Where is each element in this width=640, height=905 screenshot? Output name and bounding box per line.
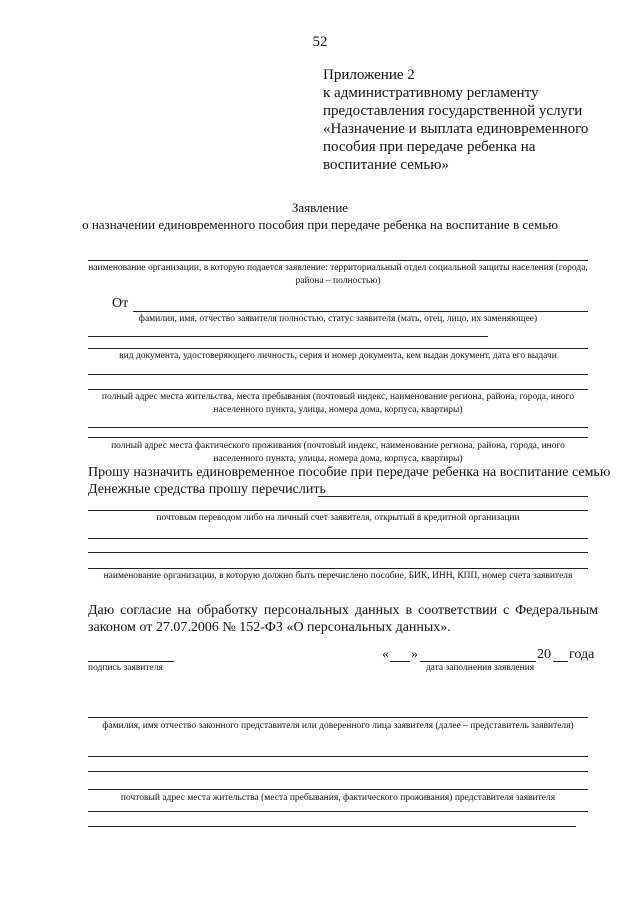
representative-name-caption: фамилия, имя отчество законного представителя или доверенного лица заявителя (далее – представитель заявителя) — [102, 721, 574, 731]
appendix-line: Приложение 2 — [323, 67, 415, 83]
residence-address-field-line[interactable] — [88, 389, 588, 390]
appendix-line: пособия при передаче ребенка на — [323, 139, 536, 155]
transfer-label: Денежные средства прошу перечислить — [88, 482, 326, 497]
date-close-quote: » — [411, 647, 418, 662]
date-year-prefix: 20 — [537, 647, 551, 662]
actual-address-caption: полный адрес места фактического проживания (почтовый индекс, наименование региона, района, города, иного населенного пункта, улицы, номера дома, корпуса, квартиры) — [111, 441, 565, 464]
representative-name-field-line-3[interactable] — [88, 771, 588, 772]
applicant-name-field-line[interactable] — [133, 311, 588, 312]
appendix-line: к административному регламенту — [323, 85, 539, 101]
identity-document-caption: вид документа, удостоверяющего личность, серия и номер документа, кем выдан документ, дата его выдачи — [119, 351, 557, 361]
from-label: От — [112, 296, 129, 311]
applicant-signature-caption: подпись заявителя — [88, 663, 163, 673]
representative-address-field-line-2[interactable] — [88, 811, 588, 812]
appendix-line: «Назначение и выплата единовременного — [323, 121, 589, 137]
request-text: Прошу назначить единовременное пособие при передаче ребенка на воспитание семью — [88, 465, 611, 480]
residence-address-field-line-2[interactable] — [88, 427, 588, 428]
representative-address-field-line[interactable] — [88, 789, 588, 790]
bank-details-field-line-3[interactable] — [88, 568, 588, 569]
appendix-line: воспитание семью» — [323, 157, 449, 173]
residence-address-caption: полный адрес места жительства, места пребывания (почтовый индекс, наименование региона, района, города, иного населенного пункта, улицы, номера дома, корпуса, квартиры) — [101, 392, 575, 415]
document-title: Заявление — [291, 200, 349, 215]
date-open-quote: « — [382, 647, 389, 662]
consent-text: Даю согласие на обработку персональных данных в соответствии с Федеральным законом от 27.07.2006 № 152-ФЗ «О персональных данных». — [88, 603, 598, 635]
document-subtitle: о назначении единовременного пособия при передаче ребенка на воспитание в семью — [82, 217, 558, 232]
representative-address-caption: почтовый адрес места жительства (места пребывания, фактического проживания) представителя заявителя — [120, 793, 556, 803]
organization-field-line[interactable] — [88, 260, 588, 261]
applicant-name-caption: фамилия, имя, отчество заявителя полностью, статус заявителя (мать, отец, лицо, их заменяющее) — [138, 314, 538, 324]
representative-name-field-line[interactable] — [88, 717, 588, 718]
page-number: 52 — [312, 34, 328, 50]
organization-caption: наименование организации, в которую подается заявление: территориальный отдел социальной защиты населения (города, района – полностью) — [88, 263, 588, 286]
bank-details-caption: наименование организации, в которую должно быть перечислено пособие, БИК, ИНН, КПП, номер счета заявителя — [103, 571, 573, 581]
appendix-header — [323, 66, 623, 174]
representative-address-field-line-3[interactable] — [88, 826, 576, 827]
bank-details-field-line[interactable] — [88, 538, 588, 539]
date-year-suffix: года — [569, 647, 595, 662]
identity-document-field-line[interactable] — [88, 348, 588, 349]
actual-address-field-line[interactable] — [88, 437, 588, 438]
representative-name-field-line-2[interactable] — [88, 756, 588, 757]
transfer-method-caption: почтовым переводом либо на личный счет заявителя, открытый в кредитной организации — [156, 513, 520, 523]
transfer-method-field-line[interactable] — [88, 510, 588, 511]
appendix-line: предоставления государственной услуги — [323, 103, 583, 119]
bank-details-field-line-2[interactable] — [88, 552, 588, 553]
applicant-name-field-line-2[interactable] — [88, 336, 488, 337]
fill-date-caption: дата заполнения заявления — [425, 663, 535, 673]
transfer-field-line[interactable] — [318, 496, 588, 497]
identity-document-field-line-2[interactable] — [88, 374, 588, 375]
